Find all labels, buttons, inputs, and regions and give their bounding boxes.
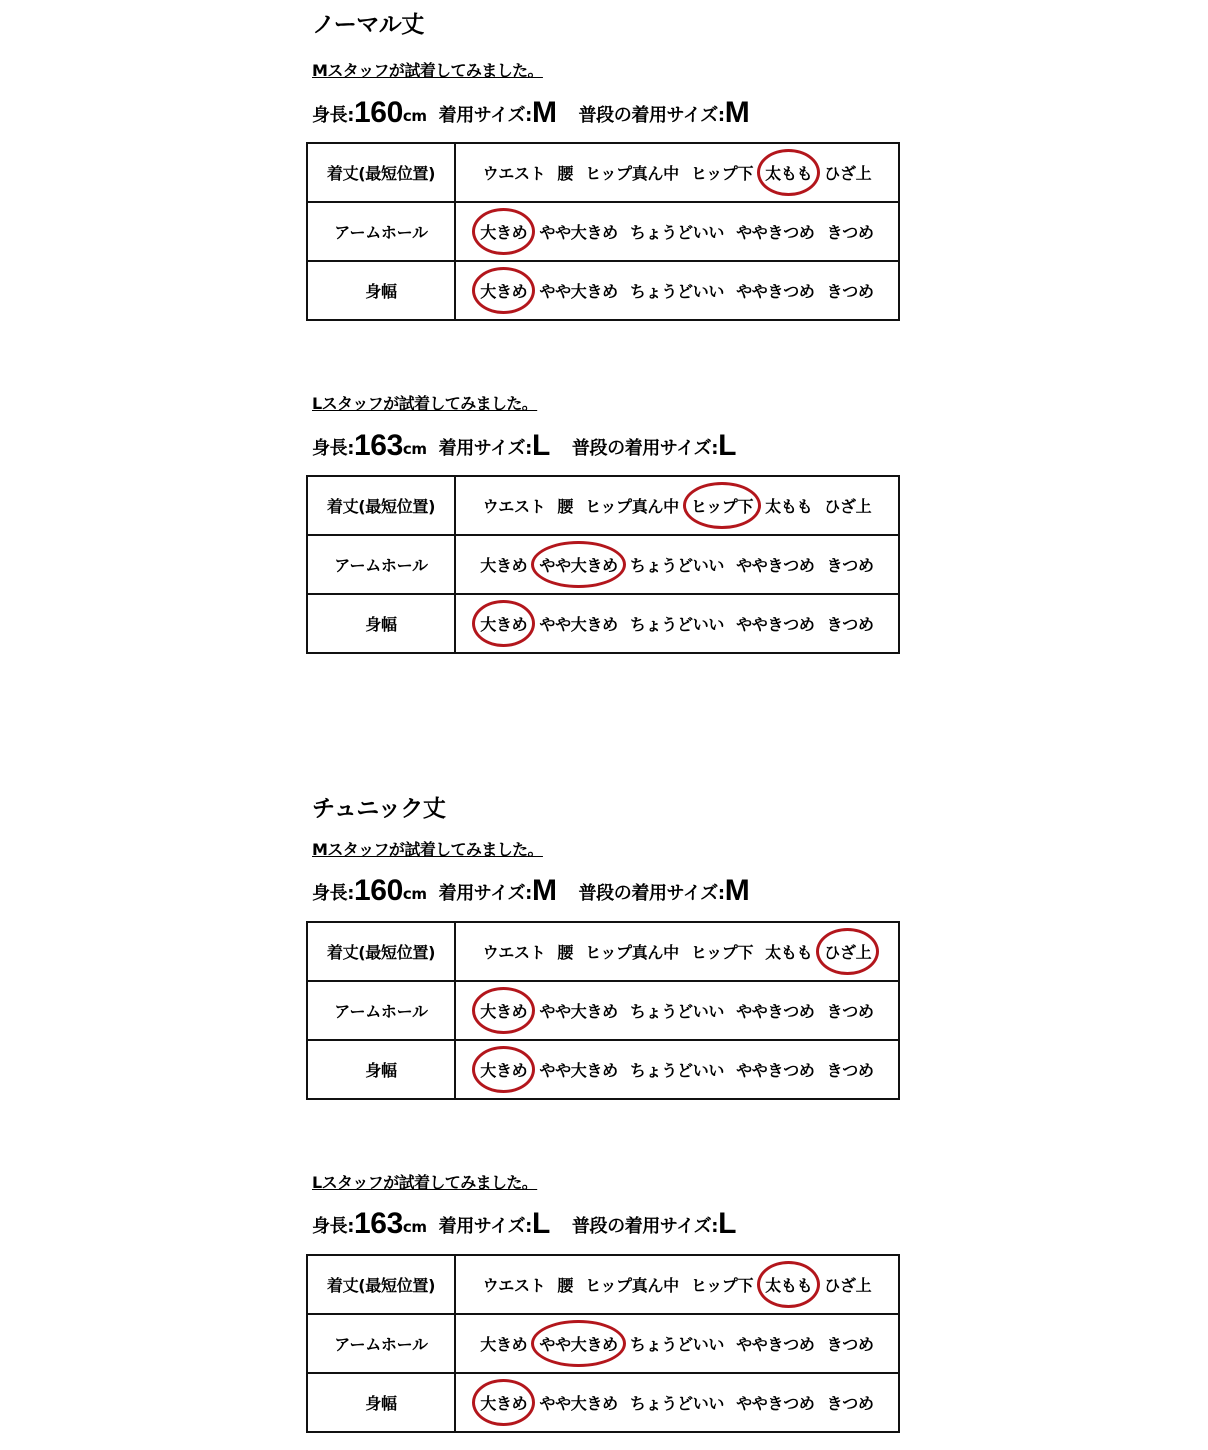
table-row xyxy=(307,981,899,1040)
table-row xyxy=(307,1373,899,1432)
table-row xyxy=(307,594,899,653)
option: ちょうどいい xyxy=(629,282,725,301)
staff-note: Lスタッフが試着してみました。 xyxy=(312,394,538,413)
option-list xyxy=(474,1332,879,1355)
option-list xyxy=(474,279,879,302)
options-cell xyxy=(455,981,899,1040)
option: ちょうどいい xyxy=(629,615,725,634)
options-cell xyxy=(455,1314,899,1373)
option-list xyxy=(477,494,878,517)
row-label: 身幅 xyxy=(307,261,455,320)
section-title: ノーマル丈 xyxy=(312,12,424,38)
option: ウエスト xyxy=(482,1276,546,1295)
option: きつめ xyxy=(826,223,874,242)
option: 腰 xyxy=(557,164,574,183)
height-value: 160 xyxy=(354,874,403,907)
option: 太もも xyxy=(765,943,813,962)
size-value: M xyxy=(531,874,557,907)
options-cell xyxy=(455,535,899,594)
option-selected: やや大きめ xyxy=(539,553,618,576)
option: ヒップ真ん中 xyxy=(585,943,679,962)
row-label: 着丈(最短位置) xyxy=(307,1255,455,1314)
fit-table xyxy=(306,921,900,1100)
usual-size-value: L xyxy=(718,1207,736,1240)
option: ヒップ下 xyxy=(690,164,754,183)
height-unit: cm xyxy=(402,107,427,125)
option: ウエスト xyxy=(482,943,546,962)
option-selected: 大きめ xyxy=(480,279,527,302)
option: きつめ xyxy=(826,1061,874,1080)
option: やや大きめ xyxy=(539,223,618,242)
row-label: 着丈(最短位置) xyxy=(307,922,455,981)
option: ちょうどいい xyxy=(629,1061,725,1080)
option: やや大きめ xyxy=(539,1394,618,1413)
size-value: M xyxy=(531,96,557,129)
option: 腰 xyxy=(557,943,574,962)
option-selected: 大きめ xyxy=(480,1391,527,1414)
row-label: アームホール xyxy=(307,981,455,1040)
option-list xyxy=(474,1391,879,1414)
option-selected: 大きめ xyxy=(480,612,527,635)
option: ウエスト xyxy=(482,497,546,516)
row-label: アームホール xyxy=(307,202,455,261)
option: ややきつめ xyxy=(736,282,815,301)
option: やや大きめ xyxy=(539,1002,618,1021)
table-row xyxy=(307,922,899,981)
size-label: 着用サイズ: xyxy=(438,105,532,126)
option: ややきつめ xyxy=(736,615,815,634)
option-selected: やや大きめ xyxy=(539,1332,618,1355)
option: 腰 xyxy=(557,497,574,516)
table-row xyxy=(307,535,899,594)
row-label: アームホール xyxy=(307,1314,455,1373)
option-list xyxy=(474,999,879,1022)
option: ひざ上 xyxy=(824,497,872,516)
option: やや大きめ xyxy=(539,1061,618,1080)
option-selected: ひざ上 xyxy=(824,940,871,963)
height-label: 身長: xyxy=(312,438,354,459)
height-value: 163 xyxy=(354,429,403,462)
option: きつめ xyxy=(826,556,874,575)
section-title: チュニック丈 xyxy=(312,796,446,822)
usual-size-value: M xyxy=(724,96,750,129)
option: ヒップ真ん中 xyxy=(585,1276,679,1295)
option: ヒップ真ん中 xyxy=(585,497,679,516)
option: きつめ xyxy=(826,1394,874,1413)
size-label: 着用サイズ: xyxy=(438,883,532,904)
option-list xyxy=(477,161,878,184)
option-selected: 太もも xyxy=(765,161,812,184)
options-cell xyxy=(455,143,899,202)
usual-size-label: 普段の着用サイズ: xyxy=(578,883,725,904)
option: 大きめ xyxy=(480,556,528,575)
option: 太もも xyxy=(765,497,813,516)
option: ややきつめ xyxy=(736,1002,815,1021)
table-row xyxy=(307,476,899,535)
option: きつめ xyxy=(826,1335,874,1354)
options-cell xyxy=(455,1040,899,1099)
option: ちょうどいい xyxy=(629,556,725,575)
option: ひざ上 xyxy=(824,164,872,183)
height-unit: cm xyxy=(402,885,427,903)
row-label: 身幅 xyxy=(307,594,455,653)
fit-table xyxy=(306,1254,900,1433)
options-cell xyxy=(455,261,899,320)
option: ヒップ下 xyxy=(690,1276,754,1295)
option: ちょうどいい xyxy=(629,1335,725,1354)
fit-table xyxy=(306,475,900,654)
table-row xyxy=(307,143,899,202)
option-selected: 大きめ xyxy=(480,999,527,1022)
option-list xyxy=(477,1273,878,1296)
options-cell xyxy=(455,922,899,981)
usual-size-label: 普段の着用サイズ: xyxy=(578,105,725,126)
height-label: 身長: xyxy=(312,105,354,126)
option: ヒップ真ん中 xyxy=(585,164,679,183)
row-label: アームホール xyxy=(307,535,455,594)
height-label: 身長: xyxy=(312,883,354,904)
option: ちょうどいい xyxy=(629,1002,725,1021)
staff-note: Mスタッフが試着してみました。 xyxy=(312,840,543,859)
row-label: 身幅 xyxy=(307,1373,455,1432)
height-value: 160 xyxy=(354,96,403,129)
option: やや大きめ xyxy=(539,615,618,634)
option: ややきつめ xyxy=(736,1335,815,1354)
row-label: 身幅 xyxy=(307,1040,455,1099)
table-row xyxy=(307,1040,899,1099)
size-info xyxy=(312,1207,736,1241)
option-selected: 大きめ xyxy=(480,1058,527,1081)
option-list xyxy=(474,553,879,576)
height-unit: cm xyxy=(402,1218,427,1236)
options-cell xyxy=(455,1255,899,1314)
usual-size-label: 普段の着用サイズ: xyxy=(571,1216,719,1237)
option: ヒップ下 xyxy=(690,943,754,962)
option: ややきつめ xyxy=(736,1061,815,1080)
option: きつめ xyxy=(826,1002,874,1021)
table-row xyxy=(307,1255,899,1314)
options-cell xyxy=(455,476,899,535)
row-label: 着丈(最短位置) xyxy=(307,143,455,202)
option: きつめ xyxy=(826,615,874,634)
height-label: 身長: xyxy=(312,1216,354,1237)
option-selected: ヒップ下 xyxy=(691,494,753,517)
usual-size-label: 普段の着用サイズ: xyxy=(571,438,719,459)
option: ちょうどいい xyxy=(629,223,725,242)
options-cell xyxy=(455,594,899,653)
size-info xyxy=(312,874,749,908)
option: ちょうどいい xyxy=(629,1394,725,1413)
option-list xyxy=(477,940,878,963)
option: ウエスト xyxy=(482,164,546,183)
table-row xyxy=(307,202,899,261)
size-info xyxy=(312,96,749,130)
size-info xyxy=(312,429,736,463)
option-list xyxy=(474,1058,879,1081)
height-unit: cm xyxy=(402,440,427,458)
options-cell xyxy=(455,202,899,261)
option: きつめ xyxy=(826,282,874,301)
table-row xyxy=(307,1314,899,1373)
size-value: L xyxy=(531,429,550,462)
row-label: 着丈(最短位置) xyxy=(307,476,455,535)
option: ややきつめ xyxy=(736,1394,815,1413)
options-cell xyxy=(455,1373,899,1432)
staff-note: Lスタッフが試着してみました。 xyxy=(312,1173,538,1192)
option: ややきつめ xyxy=(736,556,815,575)
option: 大きめ xyxy=(480,1335,528,1354)
usual-size-value: M xyxy=(724,874,750,907)
staff-note: Mスタッフが試着してみました。 xyxy=(312,61,543,80)
usual-size-value: L xyxy=(718,429,736,462)
option-selected: 大きめ xyxy=(480,220,527,243)
option-list xyxy=(474,612,879,635)
option-list xyxy=(474,220,879,243)
option: やや大きめ xyxy=(539,282,618,301)
option-selected: 太もも xyxy=(765,1273,812,1296)
height-value: 163 xyxy=(354,1207,403,1240)
size-value: L xyxy=(531,1207,550,1240)
option: ひざ上 xyxy=(824,1276,872,1295)
fit-table xyxy=(306,142,900,321)
option: ややきつめ xyxy=(736,223,815,242)
option: 腰 xyxy=(557,1276,574,1295)
size-label: 着用サイズ: xyxy=(438,1216,532,1237)
table-row xyxy=(307,261,899,320)
size-label: 着用サイズ: xyxy=(438,438,532,459)
